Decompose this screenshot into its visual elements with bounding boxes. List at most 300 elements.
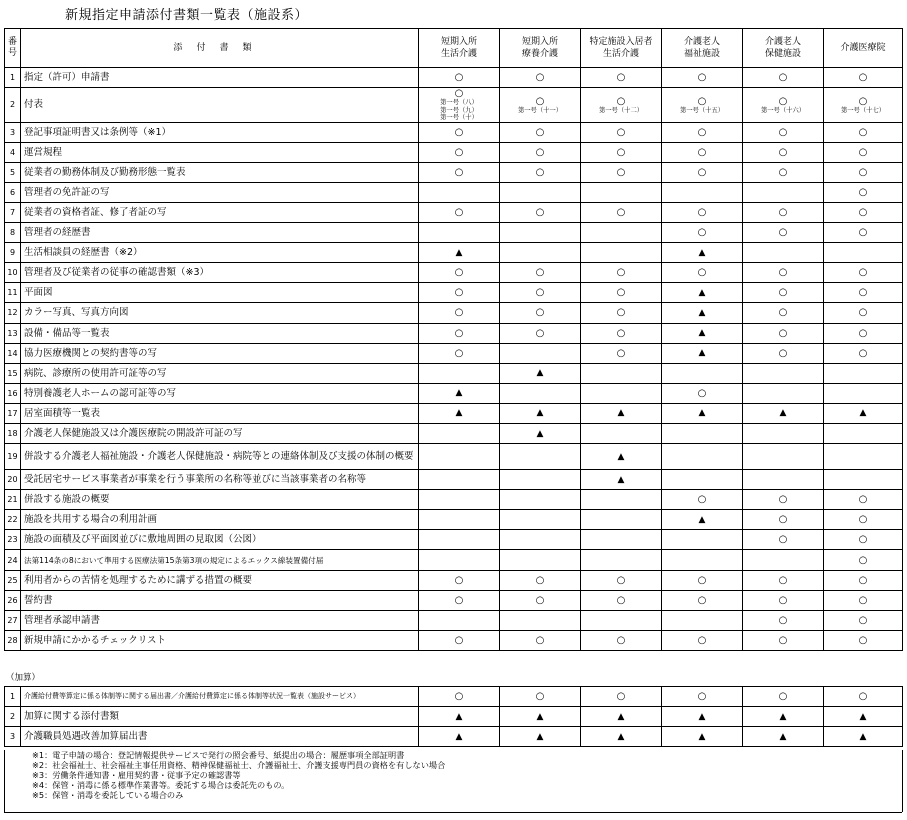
mark-cell xyxy=(743,444,824,470)
circle-mark: ○ xyxy=(535,166,545,178)
mark-cell xyxy=(662,383,743,403)
triangle-mark: ▲ xyxy=(455,731,463,742)
circle-mark: ○ xyxy=(697,72,707,84)
circle-mark: ○ xyxy=(778,594,788,606)
mark-cell xyxy=(743,424,824,444)
document-name: 施設を共用する場合の利用計画 xyxy=(21,510,419,530)
kasan-table xyxy=(4,686,903,747)
circle-mark: ○ xyxy=(858,227,868,239)
mark-cell xyxy=(581,182,662,202)
header-column: 介護老人 保健施設 xyxy=(743,29,824,68)
mark-cell xyxy=(581,570,662,590)
mark-cell xyxy=(824,707,903,727)
circle-mark: ○ xyxy=(535,287,545,299)
mark-cell xyxy=(743,263,824,283)
mark-cell xyxy=(500,490,581,510)
circle-mark: ○ xyxy=(858,72,868,84)
mark-cell xyxy=(824,490,903,510)
mark-cell xyxy=(743,727,824,747)
mark-cell xyxy=(419,243,500,263)
row-number: 17 xyxy=(5,403,21,423)
triangle-mark: ▲ xyxy=(779,731,787,742)
mark-cell xyxy=(500,510,581,530)
mark-cell xyxy=(500,444,581,470)
circle-mark: ○ xyxy=(778,691,788,703)
row-number: 7 xyxy=(5,202,21,222)
table-row xyxy=(5,403,903,423)
mark-cell xyxy=(662,323,743,343)
mark-cell xyxy=(743,142,824,162)
mark-symbol: ○ xyxy=(535,95,545,107)
circle-mark: ○ xyxy=(778,514,788,526)
mark-cell xyxy=(500,88,581,123)
mark-cell xyxy=(743,283,824,303)
circle-mark: ○ xyxy=(778,347,788,359)
mark-cell xyxy=(743,383,824,403)
row-number: 11 xyxy=(5,283,21,303)
table-row xyxy=(5,283,903,303)
circle-mark: ○ xyxy=(697,166,707,178)
mark-cell xyxy=(419,202,500,222)
row-number: 12 xyxy=(5,303,21,323)
row-number: 20 xyxy=(5,470,21,490)
row-number: 27 xyxy=(5,610,21,630)
row-number: 6 xyxy=(5,182,21,202)
mark-cell xyxy=(824,470,903,490)
triangle-mark: ▲ xyxy=(859,731,867,742)
table-row xyxy=(5,68,903,88)
mark-cell xyxy=(419,363,500,383)
mark-cell xyxy=(581,444,662,470)
circle-mark: ○ xyxy=(697,494,707,506)
circle-mark: ○ xyxy=(454,307,464,319)
table-row xyxy=(5,323,903,343)
mark-cell xyxy=(662,727,743,747)
row-number: 19 xyxy=(5,444,21,470)
table-row xyxy=(5,343,903,363)
mark-cell xyxy=(662,403,743,423)
mark-cell xyxy=(662,550,743,570)
table-row xyxy=(5,363,903,383)
document-name: 居室面積等一覧表 xyxy=(21,403,419,423)
mark-cell xyxy=(743,707,824,727)
mark-cell xyxy=(743,243,824,263)
mark-cell xyxy=(581,727,662,747)
triangle-mark: ▲ xyxy=(536,368,544,379)
circle-mark: ○ xyxy=(535,126,545,138)
circle-mark: ○ xyxy=(616,574,626,586)
circle-mark: ○ xyxy=(454,327,464,339)
mark-cell xyxy=(743,510,824,530)
mark-cell xyxy=(743,68,824,88)
table-row xyxy=(5,510,903,530)
form-number: 第一号（十一） xyxy=(517,106,563,114)
form-number: 第一号（十） xyxy=(440,114,478,122)
mark-cell xyxy=(662,470,743,490)
triangle-mark: ▲ xyxy=(617,408,625,419)
mark-cell xyxy=(500,283,581,303)
mark-cell xyxy=(662,162,743,182)
mark-cell xyxy=(419,283,500,303)
circle-mark: ○ xyxy=(454,634,464,646)
row-number: 24 xyxy=(5,550,21,570)
mark-cell xyxy=(419,142,500,162)
mark-cell xyxy=(581,550,662,570)
form-number: 第一号（八） xyxy=(440,99,478,107)
circle-mark: ○ xyxy=(535,691,545,703)
document-name: 生活相談員の経歴書（※2） xyxy=(21,243,419,263)
mark-cell xyxy=(500,687,581,707)
document-name: 運営規程 xyxy=(21,142,419,162)
circle-mark: ○ xyxy=(454,166,464,178)
kasan-row xyxy=(5,707,903,727)
circle-mark: ○ xyxy=(858,494,868,506)
table-row xyxy=(5,202,903,222)
mark-cell xyxy=(419,162,500,182)
mark-cell xyxy=(743,88,824,123)
mark-cell xyxy=(662,243,743,263)
mark-cell xyxy=(824,550,903,570)
document-name: 受託居宅サービス事業者が事業を行う事業所の名称等並びに当該事業者の名称等 xyxy=(21,470,419,490)
table-header-row xyxy=(5,29,903,68)
mark-cell xyxy=(419,444,500,470)
row-number: 8 xyxy=(5,223,21,243)
mark-cell xyxy=(743,343,824,363)
mark-cell xyxy=(824,68,903,88)
document-name: 管理者の経歴書 xyxy=(21,223,419,243)
mark-cell xyxy=(662,122,743,142)
mark-cell xyxy=(824,610,903,630)
mark-cell xyxy=(500,530,581,550)
table-row xyxy=(5,610,903,630)
triangle-mark: ▲ xyxy=(698,247,706,258)
page-title: 新規指定申請添付書類一覧表（施設系） xyxy=(65,8,309,23)
mark-cell xyxy=(581,223,662,243)
document-name: 管理者及び従業者の従事の確認書類（※3） xyxy=(21,263,419,283)
table-row xyxy=(5,590,903,610)
circle-mark: ○ xyxy=(778,166,788,178)
table-row xyxy=(5,570,903,590)
row-number: 4 xyxy=(5,142,21,162)
mark-cell xyxy=(824,510,903,530)
mark-cell xyxy=(500,403,581,423)
mark-cell xyxy=(581,283,662,303)
mark-cell xyxy=(662,88,743,123)
mark-cell xyxy=(824,383,903,403)
mark-cell xyxy=(581,590,662,610)
mark-cell xyxy=(824,530,903,550)
mark-cell xyxy=(581,470,662,490)
document-name: 併設する介護老人福祉施設・介護老人保健施設・病院等との連絡体制及び支援の体制の概要 xyxy=(21,444,419,470)
circle-mark: ○ xyxy=(535,72,545,84)
mark-cell xyxy=(419,687,500,707)
mark-cell xyxy=(500,202,581,222)
header-column: 短期入所 生活介護 xyxy=(419,29,500,68)
mark-cell xyxy=(581,122,662,142)
circle-mark: ○ xyxy=(454,72,464,84)
mark-cell xyxy=(824,343,903,363)
mark-cell xyxy=(419,630,500,650)
mark-cell xyxy=(824,223,903,243)
table-row xyxy=(5,162,903,182)
mark-cell xyxy=(743,570,824,590)
mark-cell xyxy=(743,687,824,707)
mark-cell xyxy=(500,707,581,727)
mark-cell xyxy=(419,223,500,243)
mark-cell xyxy=(581,687,662,707)
mark-cell xyxy=(662,283,743,303)
mark-cell xyxy=(419,707,500,727)
mark-cell xyxy=(581,162,662,182)
circle-mark: ○ xyxy=(778,146,788,158)
mark-cell xyxy=(500,182,581,202)
circle-mark: ○ xyxy=(858,267,868,279)
mark-cell xyxy=(662,610,743,630)
mark-cell xyxy=(419,263,500,283)
header-column: 介護老人 福祉施設 xyxy=(662,29,743,68)
mark-cell xyxy=(500,550,581,570)
mark-cell xyxy=(500,570,581,590)
circle-mark: ○ xyxy=(858,146,868,158)
footnotes xyxy=(32,750,445,800)
circle-mark: ○ xyxy=(616,634,626,646)
triangle-mark: ▲ xyxy=(536,711,544,722)
row-number: 5 xyxy=(5,162,21,182)
mark-cell xyxy=(419,550,500,570)
mark-cell xyxy=(581,303,662,323)
circle-mark: ○ xyxy=(778,634,788,646)
circle-mark: ○ xyxy=(616,166,626,178)
mark-cell xyxy=(500,363,581,383)
circle-mark: ○ xyxy=(535,146,545,158)
circle-mark: ○ xyxy=(858,614,868,626)
document-name: 利用者からの苦情を処理するために講ずる措置の概要 xyxy=(21,570,419,590)
mark-cell xyxy=(581,383,662,403)
table-row xyxy=(5,263,903,283)
mark-cell xyxy=(824,122,903,142)
mark-cell xyxy=(581,424,662,444)
table-row xyxy=(5,223,903,243)
mark-cell xyxy=(662,68,743,88)
mark-cell xyxy=(500,263,581,283)
circle-mark: ○ xyxy=(778,126,788,138)
circle-mark: ○ xyxy=(858,594,868,606)
circle-mark: ○ xyxy=(858,307,868,319)
circle-mark: ○ xyxy=(858,186,868,198)
mark-cell xyxy=(662,263,743,283)
circle-mark: ○ xyxy=(858,574,868,586)
mark-cell xyxy=(581,142,662,162)
circle-mark: ○ xyxy=(778,574,788,586)
circle-mark: ○ xyxy=(858,207,868,219)
circle-mark: ○ xyxy=(454,126,464,138)
circle-mark: ○ xyxy=(454,146,464,158)
header-column: 特定施設入居者 生活介護 xyxy=(581,29,662,68)
mark-cell xyxy=(419,182,500,202)
circle-mark: ○ xyxy=(778,227,788,239)
circle-mark: ○ xyxy=(858,634,868,646)
mark-cell xyxy=(581,510,662,530)
circle-mark: ○ xyxy=(454,691,464,703)
footnote-line: ※3：労働条件通知書・雇用契約書・従事予定の確認書等 xyxy=(32,770,241,780)
mark-cell xyxy=(500,303,581,323)
footnote-line: ※4：保管・消毒に係る標準作業書等。委託する場合は委託先のもの。 xyxy=(32,780,290,790)
mark-cell xyxy=(419,510,500,530)
circle-mark: ○ xyxy=(535,327,545,339)
document-name: 病院、診療所の使用許可証等の写 xyxy=(21,363,419,383)
mark-cell xyxy=(419,68,500,88)
triangle-mark: ▲ xyxy=(698,408,706,419)
mark-cell xyxy=(824,363,903,383)
table-row xyxy=(5,383,903,403)
document-name: 特別養護老人ホームの認可証等の写 xyxy=(21,383,419,403)
table-row xyxy=(5,530,903,550)
mark-cell xyxy=(662,363,743,383)
row-number: 21 xyxy=(5,490,21,510)
circle-mark: ○ xyxy=(858,691,868,703)
mark-cell xyxy=(743,630,824,650)
table-row xyxy=(5,444,903,470)
document-name: 管理者承認申請書 xyxy=(21,610,419,630)
mark-cell xyxy=(824,444,903,470)
circle-mark: ○ xyxy=(616,307,626,319)
circle-mark: ○ xyxy=(616,327,626,339)
triangle-mark: ▲ xyxy=(779,711,787,722)
row-number: 14 xyxy=(5,343,21,363)
circle-mark: ○ xyxy=(616,287,626,299)
row-number: 2 xyxy=(5,707,21,727)
circle-mark: ○ xyxy=(778,534,788,546)
form-number: 第一号（九） xyxy=(440,106,478,114)
header-column: 介護医療院 xyxy=(824,29,903,68)
circle-mark: ○ xyxy=(616,691,626,703)
document-name: 誓約書 xyxy=(21,590,419,610)
mark-cell xyxy=(581,68,662,88)
table-row xyxy=(5,550,903,570)
header-document: 添付書類 xyxy=(21,29,419,68)
document-name: 設備・備品等一覧表 xyxy=(21,323,419,343)
triangle-mark: ▲ xyxy=(455,711,463,722)
mark-cell xyxy=(824,88,903,123)
mark-cell xyxy=(743,490,824,510)
triangle-mark: ▲ xyxy=(698,514,706,525)
table-row xyxy=(5,122,903,142)
document-name: 介護老人保健施設又は介護医療院の開設許可証の写 xyxy=(21,424,419,444)
row-number: 23 xyxy=(5,530,21,550)
mark-cell xyxy=(500,383,581,403)
circle-mark: ○ xyxy=(697,594,707,606)
form-number: 第一号（十五） xyxy=(679,106,725,114)
row-number: 15 xyxy=(5,363,21,383)
circle-mark: ○ xyxy=(858,347,868,359)
document-name: 管理者の免許証の写 xyxy=(21,182,419,202)
circle-mark: ○ xyxy=(697,691,707,703)
triangle-mark: ▲ xyxy=(698,711,706,722)
mark-cell xyxy=(581,490,662,510)
circle-mark: ○ xyxy=(535,307,545,319)
mark-cell xyxy=(662,424,743,444)
mark-cell xyxy=(824,182,903,202)
circle-mark: ○ xyxy=(778,307,788,319)
footnote-line: ※5：保管・消毒を委託している場合のみ xyxy=(32,790,184,800)
mark-cell xyxy=(419,610,500,630)
circle-mark: ○ xyxy=(778,72,788,84)
row-number: 13 xyxy=(5,323,21,343)
circle-mark: ○ xyxy=(616,126,626,138)
mark-cell xyxy=(500,343,581,363)
mark-cell xyxy=(419,530,500,550)
mark-cell xyxy=(581,343,662,363)
circle-mark: ○ xyxy=(697,267,707,279)
mark-cell xyxy=(500,590,581,610)
kasan-section-label: （加算） xyxy=(6,673,41,683)
mark-cell xyxy=(419,570,500,590)
mark-cell xyxy=(419,590,500,610)
mark-cell xyxy=(824,570,903,590)
circle-mark: ○ xyxy=(535,594,545,606)
circle-mark: ○ xyxy=(535,574,545,586)
circle-mark: ○ xyxy=(454,594,464,606)
mark-cell xyxy=(662,630,743,650)
mark-cell xyxy=(824,687,903,707)
circle-mark: ○ xyxy=(616,72,626,84)
circle-mark: ○ xyxy=(535,207,545,219)
triangle-mark: ▲ xyxy=(617,474,625,485)
mark-cell xyxy=(743,303,824,323)
circle-mark: ○ xyxy=(616,146,626,158)
triangle-mark: ▲ xyxy=(536,408,544,419)
mark-cell xyxy=(824,727,903,747)
row-number: 10 xyxy=(5,263,21,283)
mark-cell xyxy=(662,530,743,550)
mark-cell xyxy=(500,162,581,182)
mark-cell xyxy=(662,687,743,707)
circle-mark: ○ xyxy=(778,267,788,279)
mark-cell xyxy=(743,610,824,630)
form-number: 第一号（十二） xyxy=(598,106,644,114)
mark-cell xyxy=(662,303,743,323)
footnote-line: ※2：社会福祉士、社会福祉主事任用資格、精神保健福祉士、介護福祉士、介護支援専門員の資格を有しない場合 xyxy=(32,760,446,770)
circle-mark: ○ xyxy=(858,287,868,299)
mark-cell xyxy=(743,363,824,383)
row-number: 2 xyxy=(5,88,21,123)
mark-cell xyxy=(824,243,903,263)
table-row xyxy=(5,88,903,123)
form-number: 第一号（十七） xyxy=(840,106,886,114)
circle-mark: ○ xyxy=(778,207,788,219)
mark-cell xyxy=(581,403,662,423)
circle-mark: ○ xyxy=(697,634,707,646)
mark-cell xyxy=(743,590,824,610)
row-number: 9 xyxy=(5,243,21,263)
triangle-mark: ▲ xyxy=(536,428,544,439)
document-name: 施設の面積及び平面図並びに敷地周囲の見取図（公図） xyxy=(21,530,419,550)
row-number: 22 xyxy=(5,510,21,530)
document-name: カラー写真、写真方向図 xyxy=(21,303,419,323)
mark-cell xyxy=(500,243,581,263)
mark-symbol: ○ xyxy=(778,95,788,107)
document-name: 加算に関する添付書類 xyxy=(21,707,419,727)
mark-cell xyxy=(419,343,500,363)
mark-cell xyxy=(824,590,903,610)
mark-cell xyxy=(662,707,743,727)
triangle-mark: ▲ xyxy=(455,408,463,419)
mark-cell xyxy=(419,727,500,747)
triangle-mark: ▲ xyxy=(698,287,706,298)
mark-symbol: ○ xyxy=(454,88,464,100)
mark-cell xyxy=(500,68,581,88)
mark-cell xyxy=(581,202,662,222)
